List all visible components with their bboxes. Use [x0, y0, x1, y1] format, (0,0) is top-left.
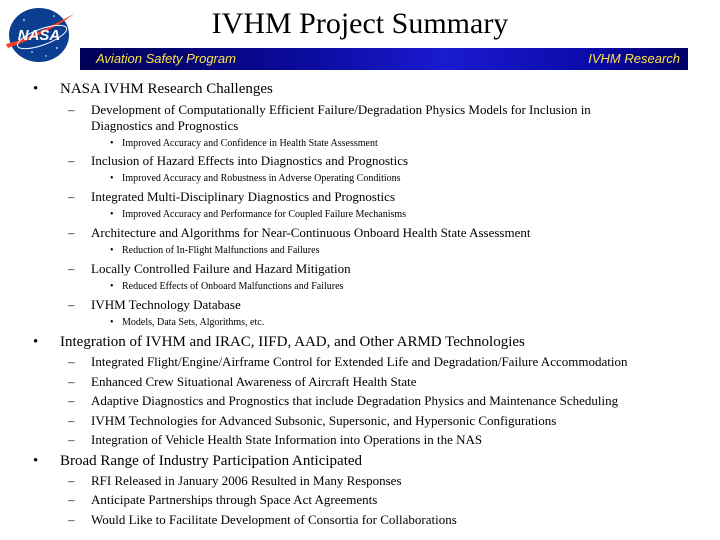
dash-marker: – — [68, 374, 75, 389]
dash-marker: – — [68, 354, 75, 369]
sub-item-text: Improved Accuracy and Performance for Coupled Failure Mechanisms — [122, 209, 407, 220]
sub-item — [110, 209, 407, 220]
dash-marker: – — [68, 297, 75, 312]
list-item-text: Enhanced Crew Situational Awareness of Aircraft Health State — [91, 374, 417, 389]
sub-item — [110, 173, 401, 184]
bullet-marker: • — [33, 453, 39, 469]
sub-item-text: Improved Accuracy and Confidence in Health State Assessment — [122, 138, 378, 149]
dash-marker: – — [68, 102, 75, 117]
list-item — [68, 492, 378, 508]
list-item-text: Integration of Vehicle Health State Information into Operations in the NAS — [91, 432, 483, 447]
section-heading-text: NASA IVHM Research Challenges — [60, 81, 273, 97]
bullet-marker: • — [33, 334, 39, 350]
section-heading — [33, 81, 273, 98]
list-item — [68, 512, 457, 528]
list-item — [68, 473, 402, 489]
list-item — [68, 225, 531, 241]
bullet-marker: • — [110, 138, 114, 149]
sub-item — [110, 245, 320, 256]
page-title: IVHM Project Summary — [211, 7, 509, 40]
bullet-marker: • — [110, 317, 114, 328]
list-item-text: Architecture and Algorithms for Near-Continuous Onboard Health State Assessment — [91, 225, 531, 240]
sub-item-text: Models, Data Sets, Algorithms, etc. — [122, 317, 265, 328]
list-item-text: Would Like to Facilitate Development of Consortia for Collaborations — [91, 512, 457, 527]
banner-research-label: IVHM Research — [588, 51, 680, 66]
bullet-marker: • — [110, 281, 114, 292]
dash-marker: – — [68, 492, 75, 507]
program-banner — [80, 48, 688, 70]
list-item — [68, 261, 351, 277]
dash-marker: – — [68, 393, 75, 408]
list-item-text: RFI Released in January 2006 Resulted in Many Responses — [91, 473, 402, 488]
list-item — [68, 102, 591, 118]
banner-program-label: Aviation Safety Program — [96, 51, 236, 66]
list-item — [68, 393, 619, 409]
dash-marker: – — [68, 189, 75, 204]
sub-item — [110, 138, 378, 149]
section-heading — [33, 453, 363, 470]
list-item — [68, 374, 417, 390]
dash-marker: – — [68, 413, 75, 428]
nasa-logo-text: NASA — [17, 27, 61, 44]
list-item-text: Development of Computationally Efficient Failure/Degradation Physics Models for Inclusion in — [91, 102, 591, 117]
sub-item-text: Reduction of In-Flight Malfunctions and Failures — [122, 245, 320, 256]
list-item-text: Adaptive Diagnostics and Prognostics that include Degradation Physics and Maintenance Scheduling — [91, 393, 619, 408]
bullet-marker: • — [110, 209, 114, 220]
list-item-text: Inclusion of Hazard Effects into Diagnostics and Prognostics — [91, 153, 409, 168]
list-item-text: Integrated Flight/Engine/Airframe Control for Extended Life and Degradation/Failure Accommodation — [91, 354, 628, 369]
list-item — [68, 153, 409, 169]
dash-marker: – — [68, 261, 75, 276]
list-item-text: IVHM Technologies for Advanced Subsonic, Supersonic, and Hypersonic Configurations — [91, 413, 557, 428]
bullet-marker: • — [33, 81, 39, 97]
list-item-text: Locally Controlled Failure and Hazard Mitigation — [91, 261, 351, 276]
section-heading-text: Broad Range of Industry Participation Anticipated — [60, 453, 363, 469]
list-item-text: IVHM Technology Database — [91, 297, 241, 312]
list-item — [68, 432, 483, 448]
dash-marker: – — [68, 225, 75, 240]
sub-item-text: Improved Accuracy and Robustness in Adverse Operating Conditions — [122, 173, 401, 184]
sub-item — [110, 317, 265, 328]
section-heading — [33, 334, 525, 351]
bullet-marker: • — [110, 245, 114, 256]
list-item — [68, 413, 557, 429]
list-item-text: Anticipate Partnerships through Space Act Agreements — [91, 492, 378, 507]
dash-marker: – — [68, 153, 75, 168]
sub-item — [110, 281, 344, 292]
dash-marker: – — [68, 512, 75, 527]
list-item-text: Integrated Multi-Disciplinary Diagnostics and Prognostics — [91, 189, 396, 204]
bullet-marker: • — [110, 173, 114, 184]
list-item-continuation: Diagnostics and Prognostics — [91, 118, 239, 133]
dash-marker: – — [68, 473, 75, 488]
section-heading-text: Integration of IVHM and IRAC, IIFD, AAD, and Other ARMD Technologies — [60, 334, 525, 350]
list-item — [68, 297, 241, 313]
list-item — [68, 354, 628, 370]
sub-item-text: Reduced Effects of Onboard Malfunctions and Failures — [122, 281, 344, 292]
list-item — [68, 189, 396, 205]
dash-marker: – — [68, 432, 75, 447]
